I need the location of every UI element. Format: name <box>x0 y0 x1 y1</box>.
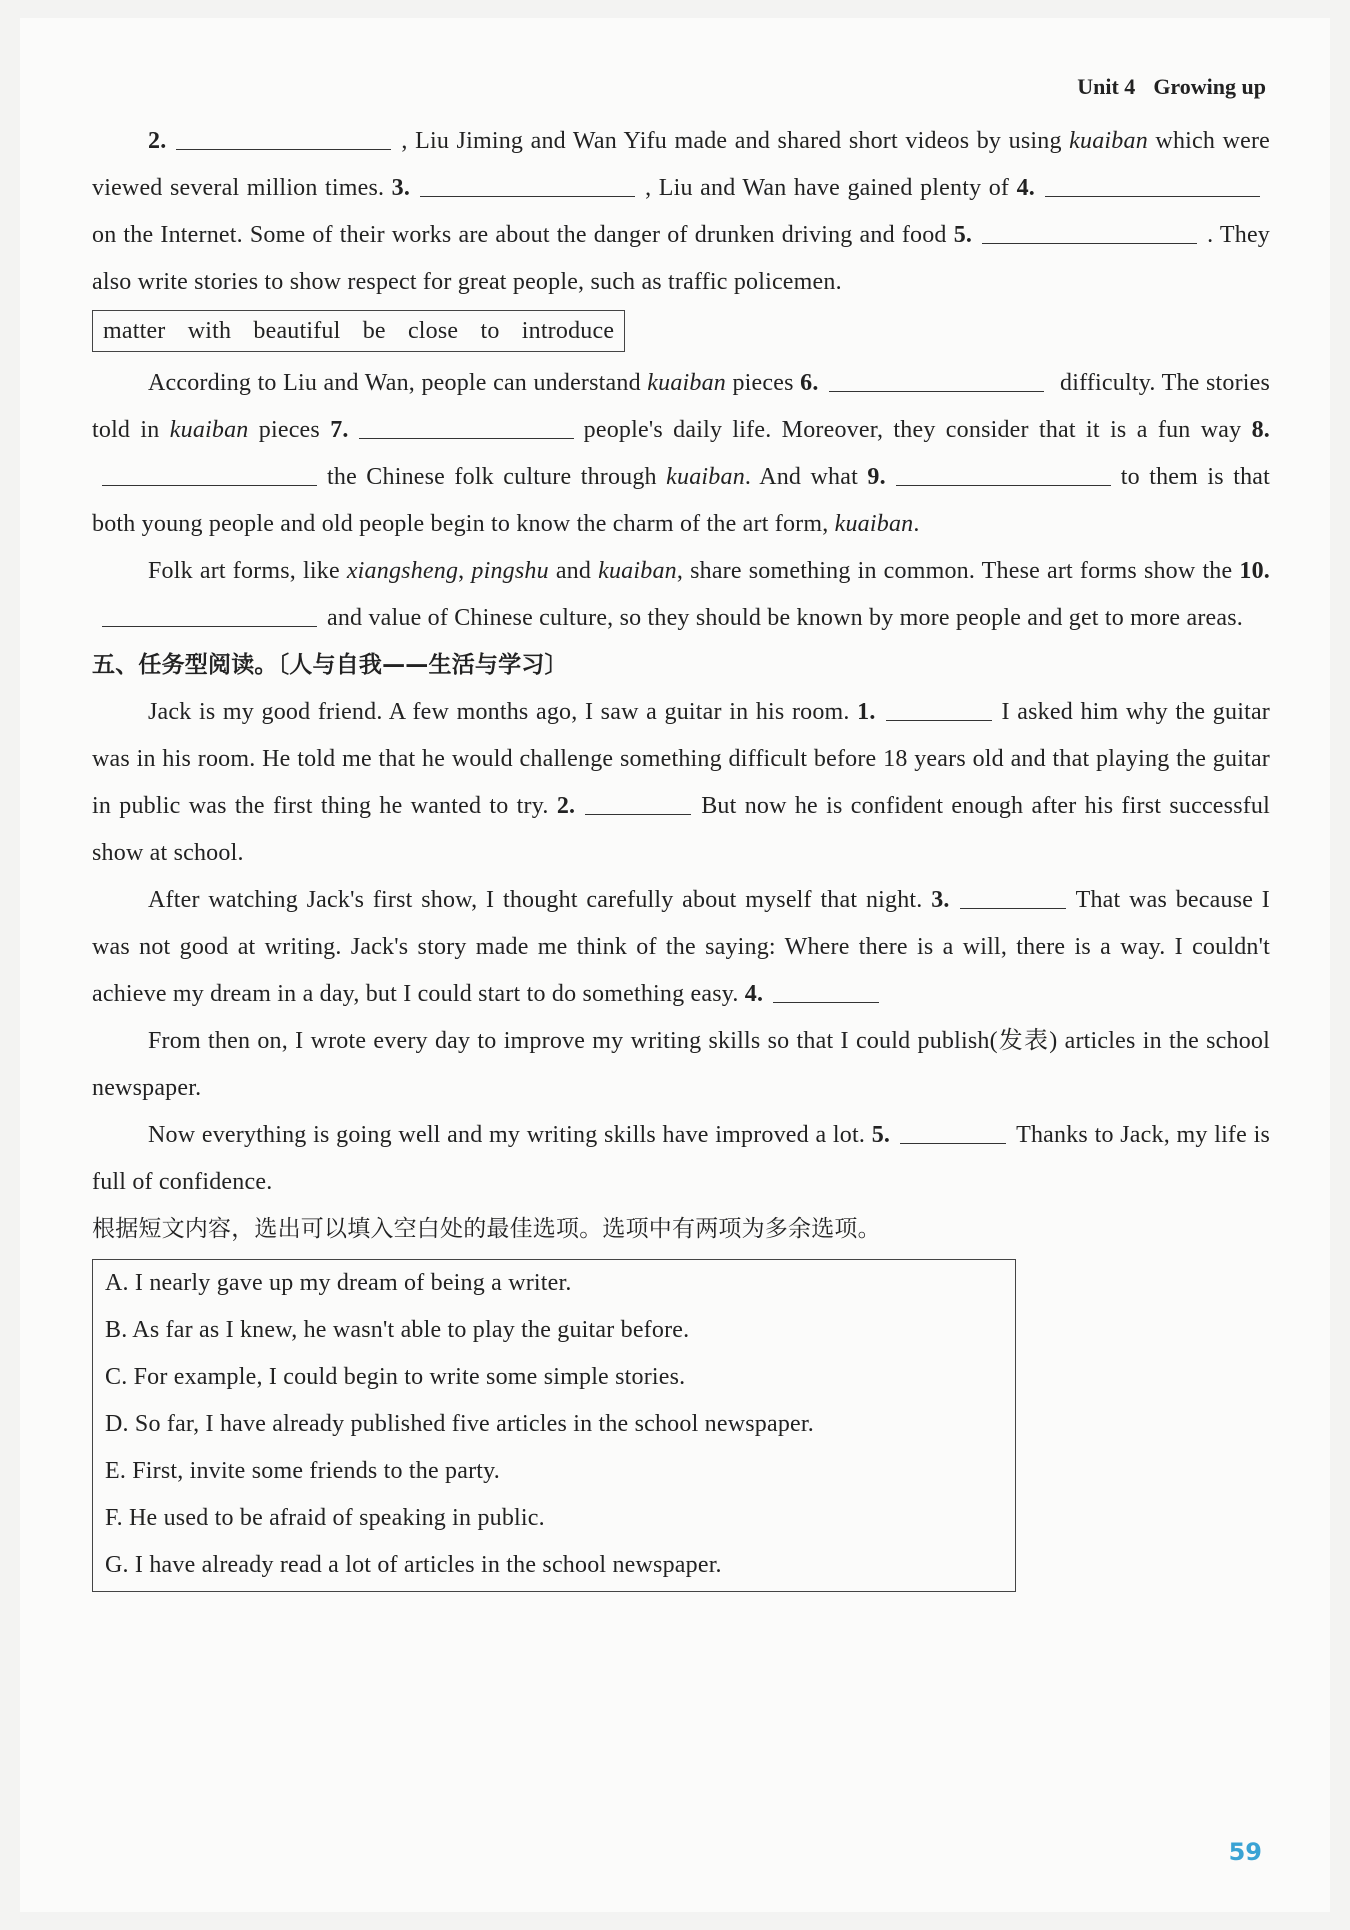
word-bank-item: with <box>187 318 232 344</box>
paragraph-2 <box>92 360 1270 548</box>
text: which were viewed several million times. <box>92 128 1271 201</box>
term-kuaiban: kuaiban <box>598 558 677 584</box>
text: , Liu and Wan have gained plenty of <box>645 175 1010 201</box>
reading-paragraph-1 <box>92 689 1270 877</box>
blank-9[interactable] <box>896 461 1111 486</box>
blank-number-5: 5. <box>871 1122 891 1148</box>
blank-number-2: 2. <box>148 128 167 154</box>
page-number: 59 <box>1228 1838 1262 1866</box>
text: Now everything is going well and my writing skills have improved a lot. <box>148 1122 866 1148</box>
term-kuaiban: kuaiban <box>647 370 726 396</box>
page-content <box>92 118 1270 1592</box>
reading-blank-3[interactable] <box>960 884 1066 909</box>
text: And what <box>759 464 858 490</box>
word-bank-item: beautiful <box>253 318 341 344</box>
blank-number-2: 2. <box>556 793 576 819</box>
blank-7[interactable] <box>359 414 574 439</box>
reading-blank-1[interactable] <box>886 696 992 721</box>
blank-2[interactable] <box>176 125 391 150</box>
unit-title: Growing up <box>1153 74 1266 99</box>
reading-blank-4[interactable] <box>773 978 879 1003</box>
option-c: C. For example, I could begin to write some simple stories. <box>105 1364 686 1390</box>
option-e: E. First, invite some friends to the party. <box>105 1458 500 1484</box>
blank-number-10: 10. <box>1239 558 1271 584</box>
blank-number-3: 3. <box>931 887 950 913</box>
instruction: 根据短文内容，选出可以填入空白处的最佳选项。选项中有两项为多余选项。 <box>92 1216 881 1242</box>
term-kuaiban: kuaiban <box>666 464 745 490</box>
text: difficulty. The stories told in <box>92 370 1271 443</box>
word-bank-item: be close to <box>362 318 500 344</box>
text: Folk art forms, like <box>148 558 340 584</box>
blank-number-4: 4. <box>744 981 764 1007</box>
blank-number-8: 8. <box>1251 417 1271 443</box>
option-d: D. So far, I have already published five articles in the school newspaper. <box>105 1411 814 1437</box>
text: on the Internet. Some of their works are about the danger of drunken driving and food <box>92 222 947 248</box>
text: and <box>555 558 592 584</box>
term-xiangsheng: xiangsheng <box>346 558 459 584</box>
text: , share something in common. These art forms show the <box>676 558 1233 584</box>
option-f: F. He used to be afraid of speaking in public. <box>105 1505 545 1531</box>
text: pieces <box>258 417 320 443</box>
blank-number-7: 7. <box>330 417 349 443</box>
option-b: B. As far as I knew, he wasn't able to play the guitar before. <box>105 1317 690 1343</box>
text: After watching Jack's first show, I thought carefully about myself that night. <box>148 887 923 913</box>
text: people's daily life. Moreover, they consider that it is a fun way <box>583 417 1242 443</box>
word-bank-item: matter <box>103 318 166 344</box>
reading-blank-5[interactable] <box>900 1119 1006 1144</box>
blank-10[interactable] <box>102 602 317 627</box>
blank-4[interactable] <box>1045 172 1260 197</box>
blank-number-5: 5. <box>953 222 973 248</box>
text: Thanks to Jack, my life is full of confidence. <box>92 1122 1271 1195</box>
text: , Liu Jiming and Wan Yifu made and shared short videos by using <box>401 128 1062 154</box>
reading-paragraph-2 <box>92 877 1270 1018</box>
blank-5[interactable] <box>982 219 1197 244</box>
blank-3[interactable] <box>420 172 635 197</box>
option-a: A. I nearly gave up my dream of being a writer. <box>105 1270 572 1296</box>
blank-8[interactable] <box>102 461 317 486</box>
blank-number-6: 6. <box>800 370 819 396</box>
paragraph-1 <box>92 118 1270 306</box>
blank-6[interactable] <box>829 367 1044 392</box>
text: I asked him why the guitar was in his room. He told me that he would challenge something difficult before 18 years old and that playing the guitar in public was the first thing he wanted to try. <box>92 699 1270 819</box>
blank-number-3: 3. <box>391 175 411 201</box>
text: According to Liu and Wan, people can understand <box>148 370 641 396</box>
blank-number-4: 4. <box>1016 175 1035 201</box>
word-bank-item: introduce <box>521 318 615 344</box>
term-kuaiban: kuaiban <box>1069 128 1148 154</box>
text: That was because I was not good at writing. Jack's story made me think of the saying: Where there is a will, there is a way. I couldn't achieve my dream in a day, but I could start to do something easy. <box>92 887 1270 1007</box>
text: to them is that both young people and old people begin to know the charm of the art form, <box>92 464 1271 537</box>
text: and value of Chinese culture, so they should be known by more people and get to more areas. <box>327 605 1243 631</box>
term-kuaiban: kuaiban <box>834 511 914 537</box>
text: . <box>744 464 752 490</box>
text: . They also write stories to show respect for great people, such as traffic policemen. <box>92 222 1271 295</box>
blank-number-1: 1. <box>857 699 876 725</box>
option-g: G. I have already read a lot of articles in the school newspaper. <box>105 1552 722 1578</box>
unit-label: Unit 4 <box>1077 74 1136 99</box>
options-box <box>92 1259 1016 1592</box>
reading-paragraph-4 <box>92 1112 1270 1206</box>
paragraph-3: Folk art forms, like xiangsheng, pingshu and kuaiban, share something in common. These art forms show the 10.and value of Chinese culture, so they should be known by more people and get to more areas. <box>92 548 1270 642</box>
text: the Chinese folk culture through <box>327 464 657 490</box>
text: . <box>913 511 920 537</box>
text: But now he is confident enough after his first successful show at school. <box>92 793 1270 866</box>
term-pingshu: pingshu <box>471 558 549 584</box>
section-title: 五、任务型阅读。〔人与自我——生活与学习〕 <box>92 652 568 678</box>
reading-blank-2[interactable] <box>585 790 691 815</box>
text: pieces <box>732 370 794 396</box>
term-kuaiban: kuaiban <box>169 417 249 443</box>
running-header <box>1077 74 1266 100</box>
text: Jack is my good friend. A few months ago, I saw a guitar in his room. <box>148 699 850 725</box>
word-bank <box>92 310 625 352</box>
blank-number-9: 9. <box>867 464 886 490</box>
reading-paragraph-3: From then on, I wrote every day to improve my writing skills so that I could publish(发表) articles in the school newspaper. <box>92 1028 1270 1101</box>
